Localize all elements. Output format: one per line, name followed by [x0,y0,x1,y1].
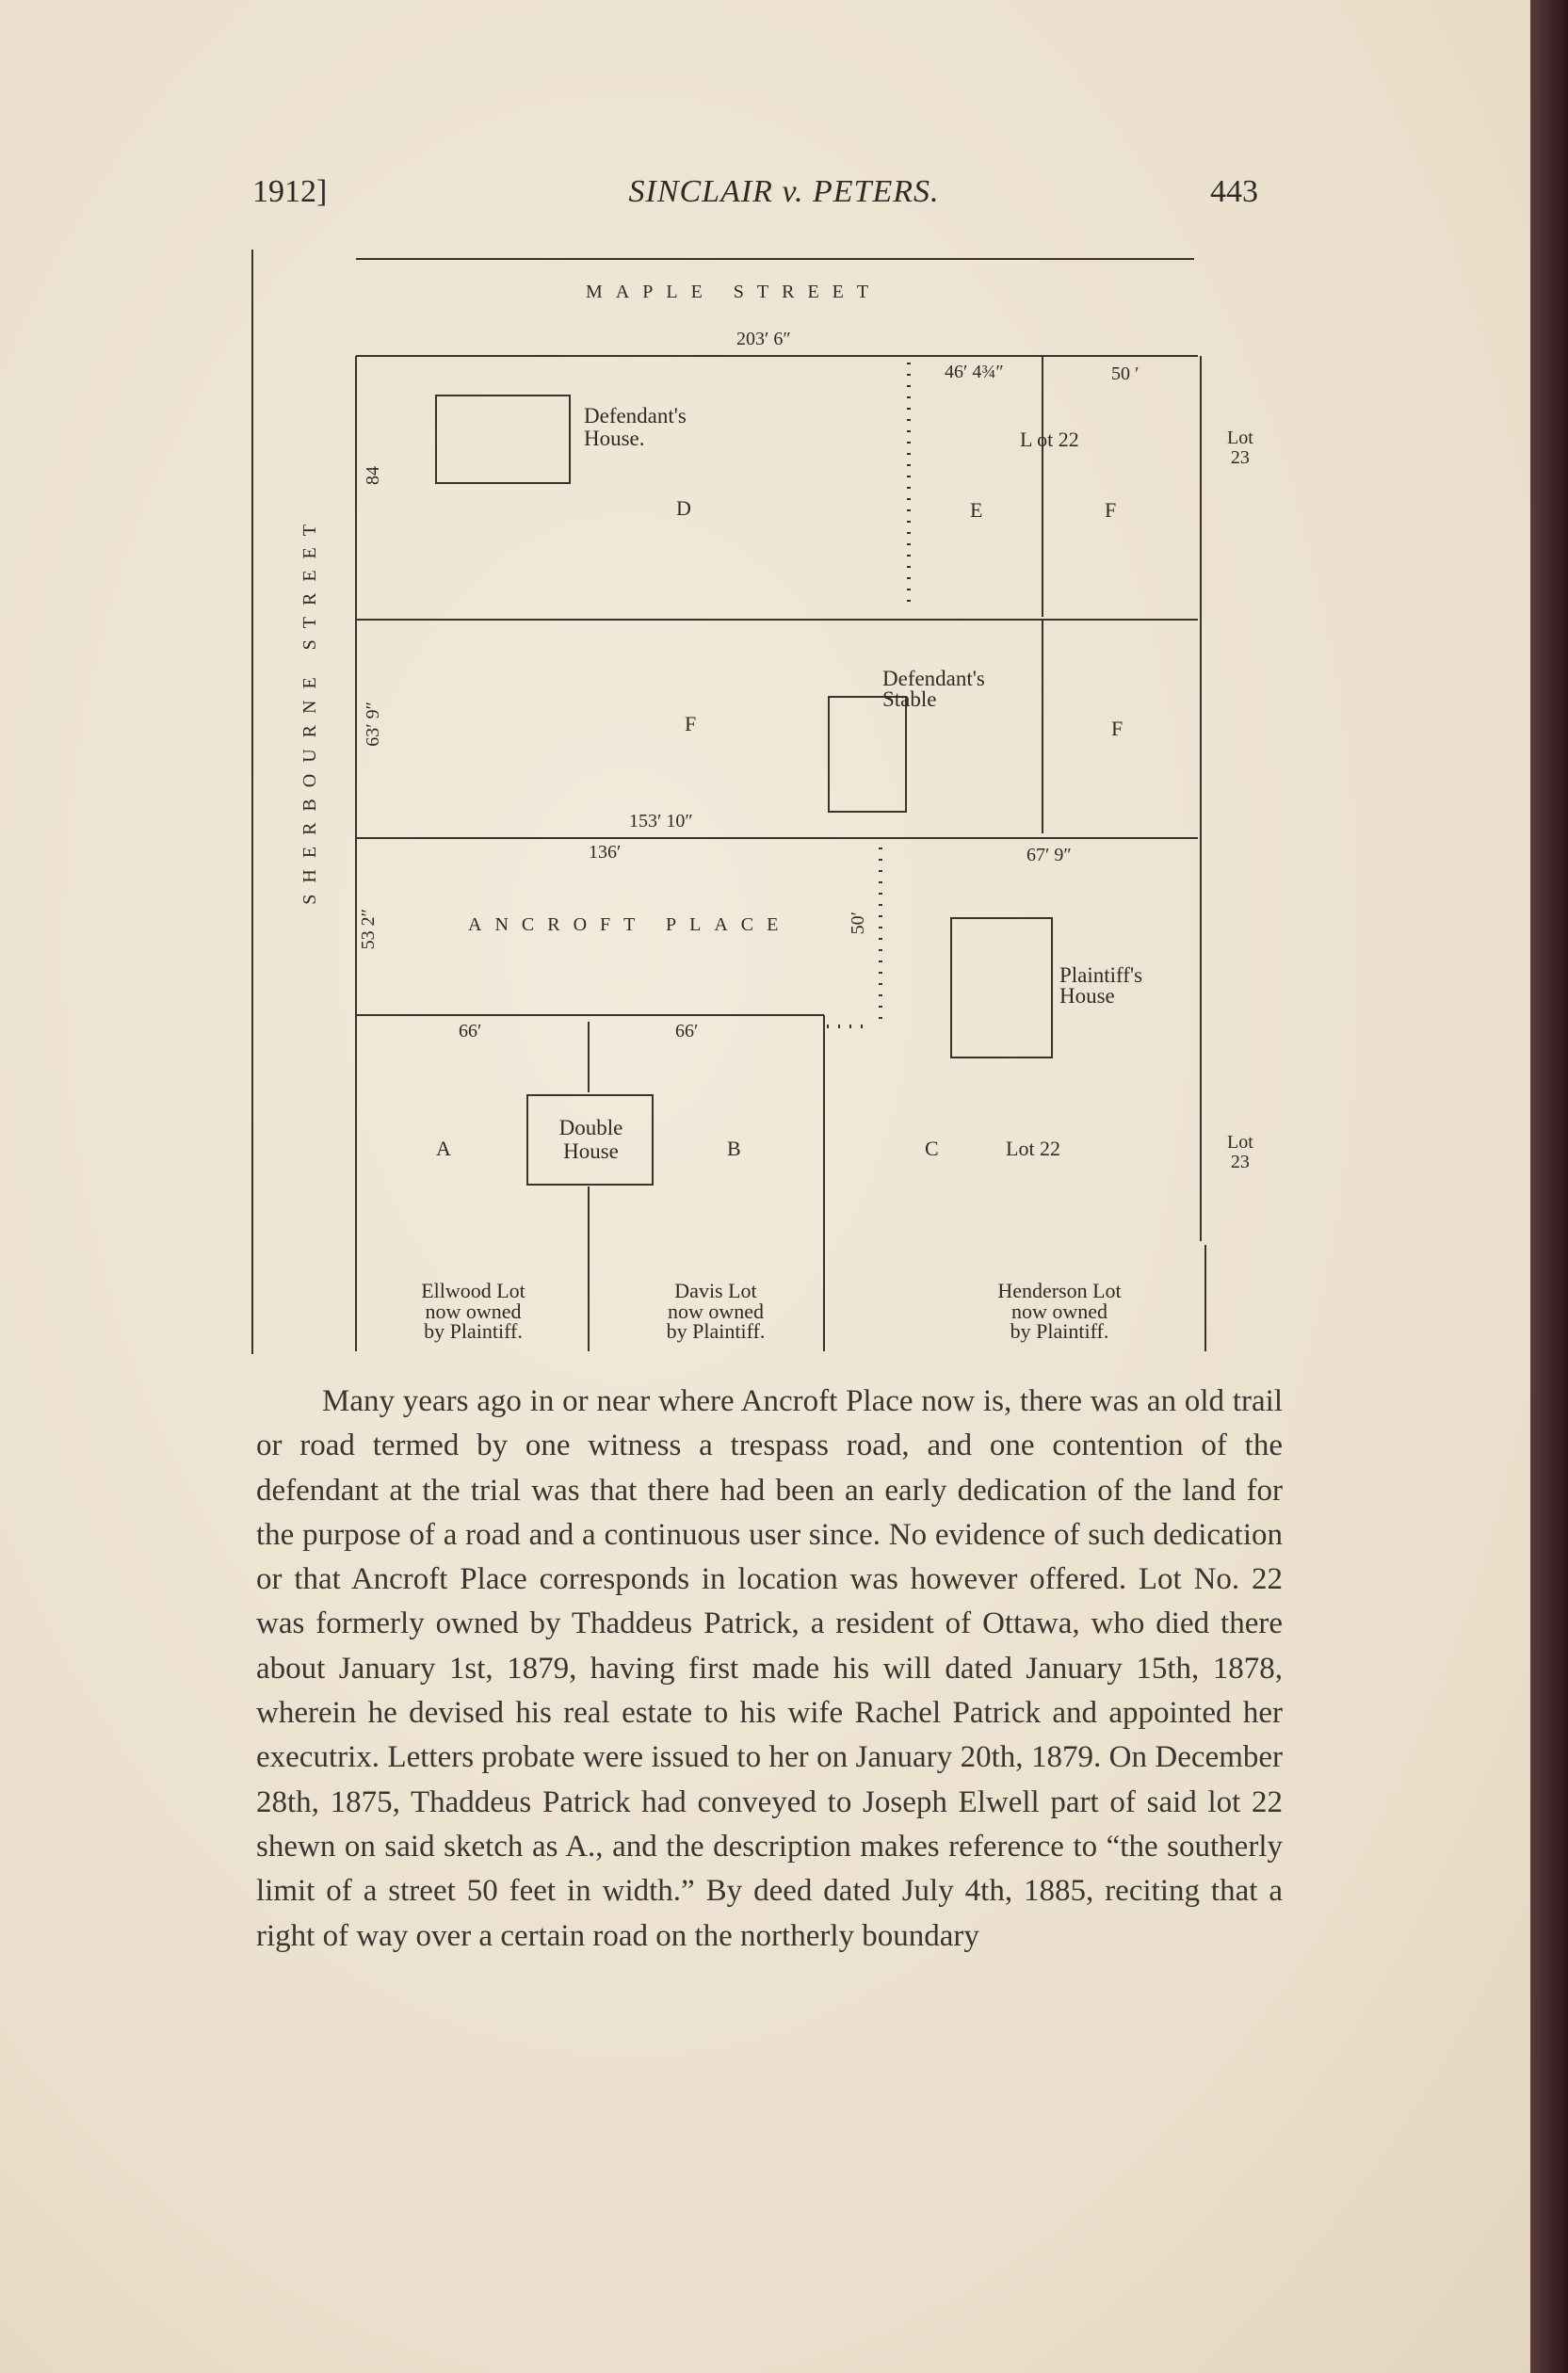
lot-23-label-top: Lot 23 [1227,428,1253,468]
parcel-b-letter: B [727,1137,741,1160]
lot-23-label-bottom: Lot 23 [1227,1132,1253,1172]
henderson-lot-label: Henderson Lot now owned by Plaintiff. [997,1279,1122,1344]
sherbourne-street-label: SHERBOURNE STREET [299,513,320,905]
parcel-e-letter: E [970,498,983,522]
dim-top-width: 203′ 6″ [736,329,791,349]
davis-lot-label: Davis Lot now owned by Plaintiff. [666,1279,766,1344]
maple-street-label: MAPLE STREET [586,282,882,302]
lot-22-label-top: L ot 22 [1020,428,1079,451]
defendants-house-label: Defendant's House. [584,404,687,451]
dim-84: 84 [363,466,383,485]
parcel-a-letter: A [436,1137,451,1160]
parcel-f-letter-top: F [1105,498,1117,522]
parcel-f-letter-middle: F [685,712,697,735]
dim-63-9: 63′ 9″ [363,702,383,747]
ancroft-place-label: ANCROFT PLACE [468,914,792,935]
dim-66-b: 66′ [675,1021,699,1041]
dim-153-10: 153′ 10″ [629,811,693,831]
dim-f-width: 50 ′ [1111,363,1140,384]
ellwood-lot-label: Ellwood Lot now owned by Plaintiff. [421,1279,525,1344]
defendants-house-outline [436,396,570,483]
body-paragraph: Many years ago in or near where Ancroft Place now is, there was an old trail or road termed by one witness a trespass road, and one contention of the defendant at the trial was that there had been an early dedication of the land for the purpose of a road and a continuous user since. No evidence of such dedication or that Ancroft Place corresponds in location was however offered. Lot No. 22 was formerly owned by Thaddeus Patrick, a resident of Ottawa, who died there about January 1st, 1879, having first made his will dated January 15th, 1878, wherein he devised his real estate to his wife Rachel Patrick and appointed her executrix. Letters probate were issued to her on January 20th, 1879. On December 28th, 1875, Thaddeus Patrick had conveyed to Joseph Elwell part of said lot 22 shewn on said sketch as A., and the description makes reference to “the southerly limit of a street 50 feet in width.” By deed dated July 4th, 1885, reciting that a right of way over a certain road on the northerly boundary [256,1384,1283,1953]
plaintiffs-house-label: Plaintiff's House [1059,963,1143,1008]
double-house-label: Double House [558,1116,623,1164]
defendants-stable-outline [829,697,906,812]
dim-136: 136′ [589,842,622,863]
parcel-c-letter: C [925,1137,939,1160]
header-year: 1912] [252,174,328,209]
defendants-stable-label: Defendant's Stable [882,667,985,711]
parcel-d-letter: D [676,496,691,520]
dim-50: 50′ [848,912,868,935]
dim-66-a: 66′ [459,1021,482,1041]
plaintiffs-house-outline [951,918,1052,1057]
header-page-number: 443 [1210,174,1258,209]
header-case-title: SINCLAIR v. PETERS. [628,174,940,209]
body-text [256,1380,1283,1959]
lot-22-label-bottom: Lot 22 [1006,1137,1061,1160]
dim-e-width: 46′ 4¾″ [945,362,1004,382]
dim-67-9: 67′ 9″ [1026,845,1072,865]
parcel-f-letter-right: F [1111,717,1123,740]
dim-53-2: 53 2″ [358,909,379,950]
